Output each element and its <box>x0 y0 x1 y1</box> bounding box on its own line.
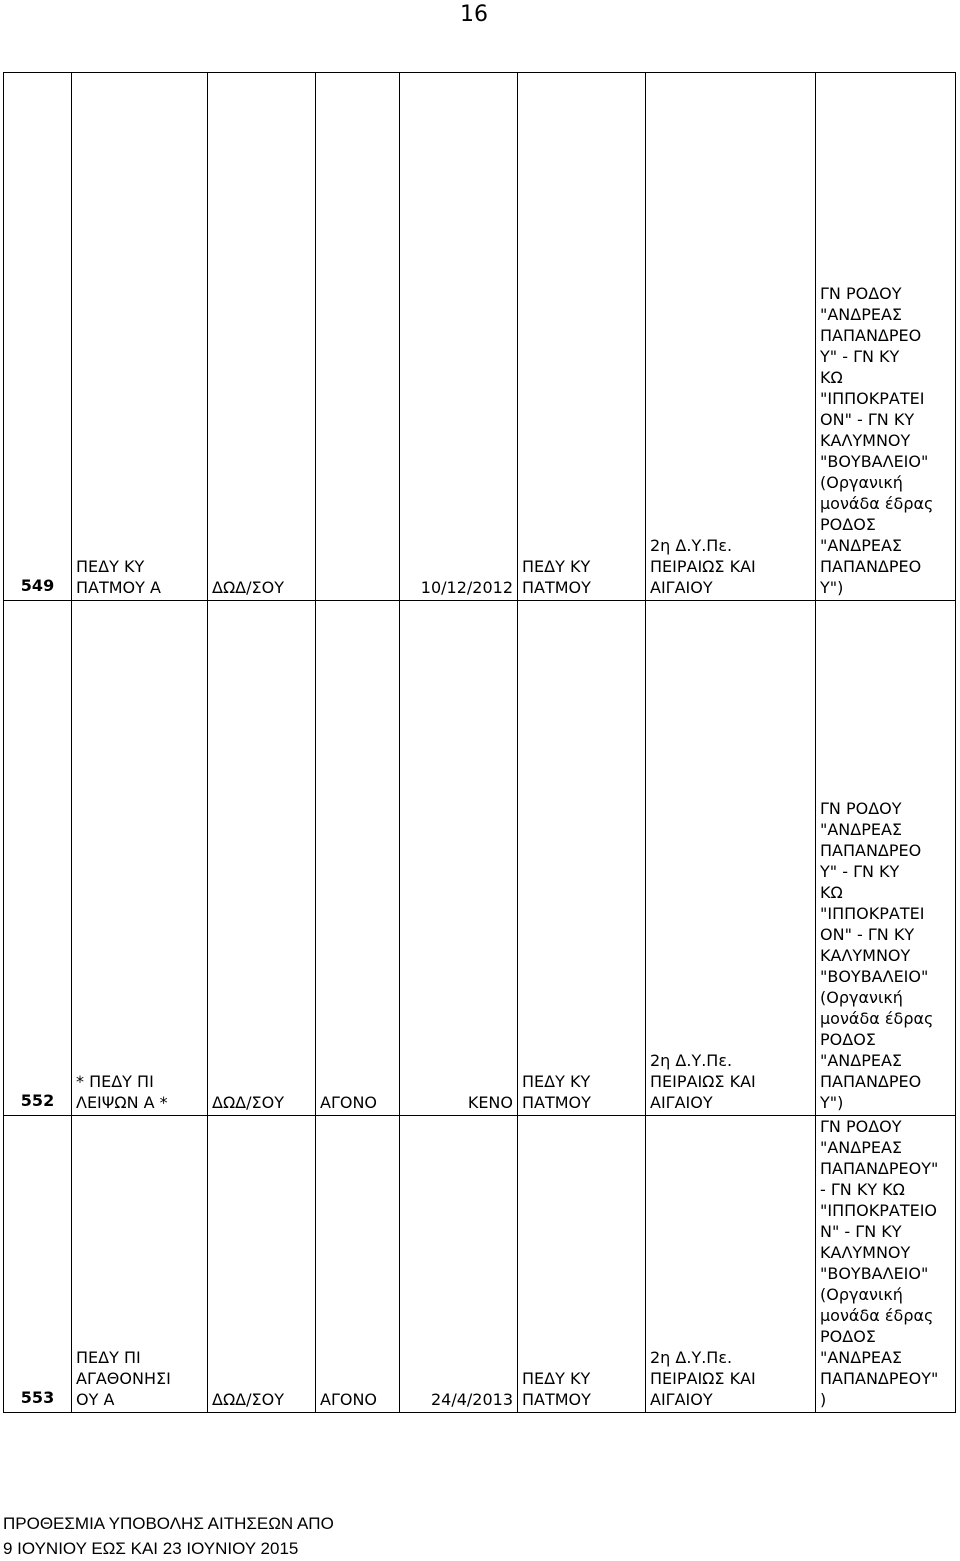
category-cell: ΔΩΔ/ΣΟΥ <box>208 73 316 601</box>
remarks-cell: ΓΝ ΡΟΔΟΥ "ΑΝΔΡΕΑΣ ΠΑΠΑΝΔΡΕΟ Υ" - ΓΝ ΚΥ ΚΩ "ΙΠΠΟΚΡΑΤΕΙ ΟΝ" - ΓΝ ΚΥ ΚΑΛΥΜΝΟΥ "ΒΟΥΒΑΛΕΙΟ" (Οργανική μονάδα έδρας ΡΟΔΟΣ "ΑΝΔΡΕΑΣ ΠΑΠΑΝΔΡΕΟ Υ") <box>816 601 956 1116</box>
status-cell: ΑΓΟΝΟ <box>316 601 400 1116</box>
row-number: 552 <box>4 601 72 1116</box>
unit-cell: * ΠΕΔΥ ΠΙ ΛΕΙΨΩΝ Α * <box>72 601 208 1116</box>
table-row <box>4 1116 956 1413</box>
row-number: 549 <box>4 73 72 601</box>
authority-cell: 2η Δ.Υ.Πε. ΠΕΙΡΑΙΩΣ ΚΑΙ ΑΙΓΑΙΟΥ <box>646 1116 816 1413</box>
date-cell: 10/12/2012 <box>400 73 518 601</box>
location-cell: ΠΕΔΥ ΚΥ ΠΑΤΜΟΥ <box>518 1116 646 1413</box>
date-cell: 24/4/2013 <box>400 1116 518 1413</box>
authority-cell: 2η Δ.Υ.Πε. ΠΕΙΡΑΙΩΣ ΚΑΙ ΑΙΓΑΙΟΥ <box>646 601 816 1116</box>
remarks-cell: ΓΝ ΡΟΔΟΥ "ΑΝΔΡΕΑΣ ΠΑΠΑΝΔΡΕΟ Υ" - ΓΝ ΚΥ ΚΩ "ΙΠΠΟΚΡΑΤΕΙ ΟΝ" - ΓΝ ΚΥ ΚΑΛΥΜΝΟΥ "ΒΟΥΒΑΛΕΙΟ" (Οργανική μονάδα έδρας ΡΟΔΟΣ "ΑΝΔΡΕΑΣ ΠΑΠΑΝΔΡΕΟ Υ") <box>816 73 956 601</box>
date-cell: ΚΕΝΟ <box>400 601 518 1116</box>
table-row <box>4 73 956 601</box>
location-cell: ΠΕΔΥ ΚΥ ΠΑΤΜΟΥ <box>518 601 646 1116</box>
table-row <box>4 601 956 1116</box>
deadline-line-2: 9 ΙΟΥΝΙΟΥ ΕΩΣ ΚΑΙ 23 ΙΟΥΝΙΟΥ 2015 <box>3 1539 299 1558</box>
authority-cell: 2η Δ.Υ.Πε. ΠΕΙΡΑΙΩΣ ΚΑΙ ΑΙΓΑΙΟΥ <box>646 73 816 601</box>
row-number: 553 <box>4 1116 72 1413</box>
status-cell: ΑΓΟΝΟ <box>316 1116 400 1413</box>
unit-cell: ΠΕΔΥ ΠΙ ΑΓΑΘΟΝΗΣΙ ΟΥ Α <box>72 1116 208 1413</box>
submission-deadline <box>3 1511 334 1561</box>
category-cell: ΔΩΔ/ΣΟΥ <box>208 601 316 1116</box>
category-cell: ΔΩΔ/ΣΟΥ <box>208 1116 316 1413</box>
status-cell <box>316 73 400 601</box>
deadline-line-1: ΠΡΟΘΕΣΜΙΑ ΥΠΟΒΟΛΗΣ ΑΙΤΗΣΕΩΝ ΑΠΟ <box>3 1514 334 1533</box>
unit-cell: ΠΕΔΥ ΚΥ ΠΑΤΜΟΥ Α <box>72 73 208 601</box>
location-cell: ΠΕΔΥ ΚΥ ΠΑΤΜΟΥ <box>518 73 646 601</box>
page-number: 16 <box>460 2 488 27</box>
remarks-cell: ΓΝ ΡΟΔΟΥ "ΑΝΔΡΕΑΣ ΠΑΠΑΝΔΡΕΟΥ" - ΓΝ ΚΥ ΚΩ "ΙΠΠΟΚΡΑΤΕΙΟ Ν" - ΓΝ ΚΥ ΚΑΛΥΜΝΟΥ "ΒΟΥΒΑΛΕΙΟ" (Οργανική μονάδα έδρας ΡΟΔΟΣ "ΑΝΔΡΕΑΣ ΠΑΠΑΝΔΡΕΟΥ" ) <box>816 1116 956 1413</box>
positions-table <box>3 72 956 1413</box>
